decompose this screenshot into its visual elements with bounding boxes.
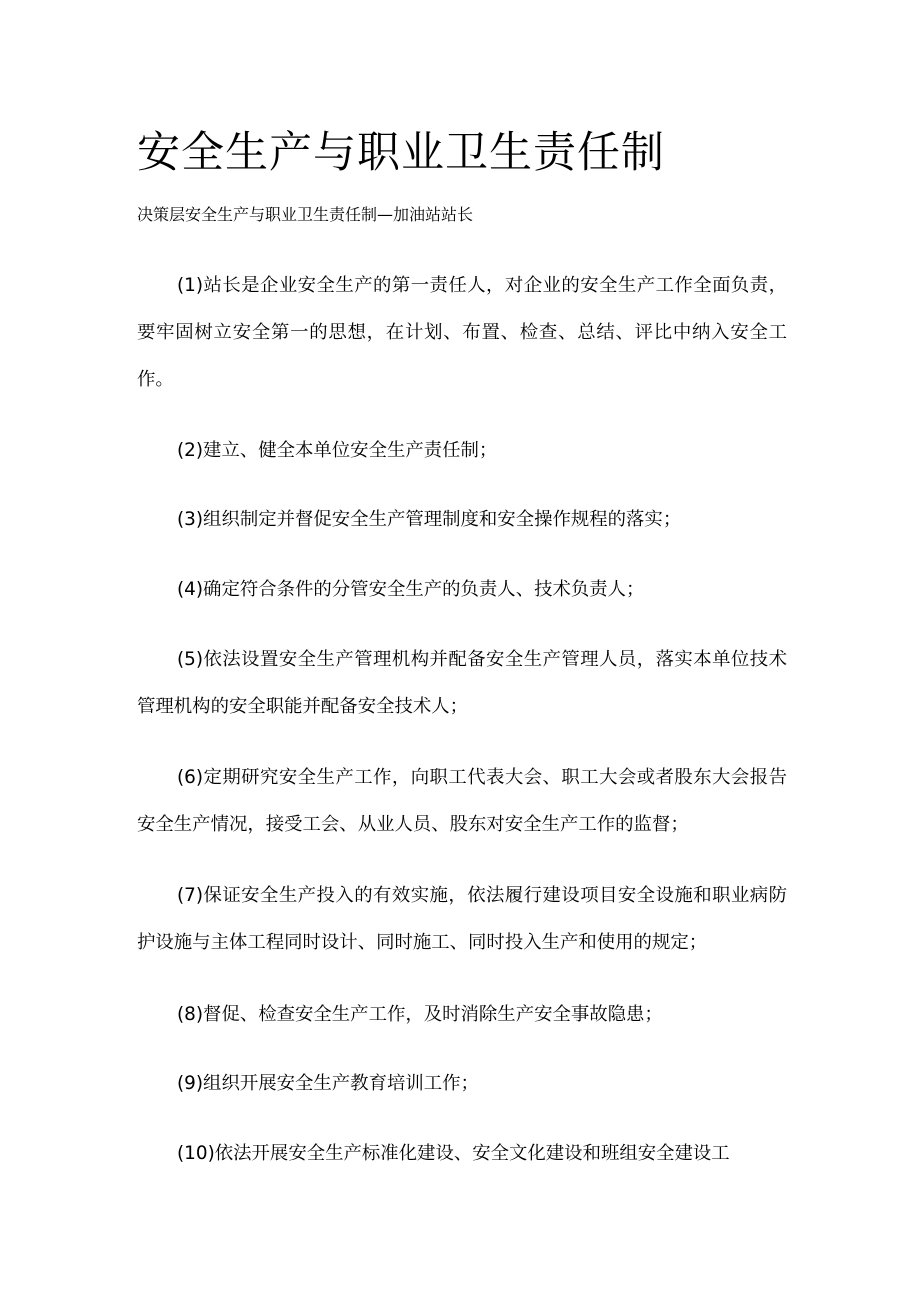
paragraph-5: (5)依法设置安全生产管理机构并配备安全生产管理人员，落实本单位技术管理机构的安全职能并配备安全技术人； (137, 649, 787, 717)
paragraph-6: (6)定期研究安全生产工作，向职工代表大会、职工大会或者股东大会报告安全生产情况，接受工会、从业人员、股东对安全生产工作的监督； (137, 767, 787, 835)
paragraph-2: (2)建立、健全本单位安全生产责任制； (177, 440, 498, 461)
paragraph-9: (9)组织开展安全生产教育培训工作； (177, 1073, 479, 1094)
paragraph-8: (8)督促、检查安全生产工作，及时消除生产安全事故隐患； (177, 1004, 663, 1025)
document-subtitle: 决策层安全生产与职业卫生责任制—加油站站长 (137, 205, 474, 224)
paragraph-1: (1)站长是企业安全生产的第一责任人，对企业的安全生产工作全面负责，要牢固树立安全第一的思想，在计划、布置、检查、总结、评比中纳入安全工作。 (137, 275, 787, 390)
paragraph-4: (4)确定符合条件的分管安全生产的负责人、技术负责人； (177, 579, 645, 600)
document-title: 安全生产与职业卫生责任制 (137, 128, 665, 178)
paragraph-3: (3)组织制定并督促安全生产管理制度和安全操作规程的落实； (177, 509, 682, 530)
paragraph-10: (10)依法开展安全生产标准化建设、安全文化建设和班组安全建设工 (177, 1143, 730, 1164)
paragraph-7: (7)保证安全生产投入的有效实施，依法履行建设项目安全设施和职业病防护设施与主体工程同时设计、同时施工、同时投入生产和使用的规定； (137, 885, 787, 953)
